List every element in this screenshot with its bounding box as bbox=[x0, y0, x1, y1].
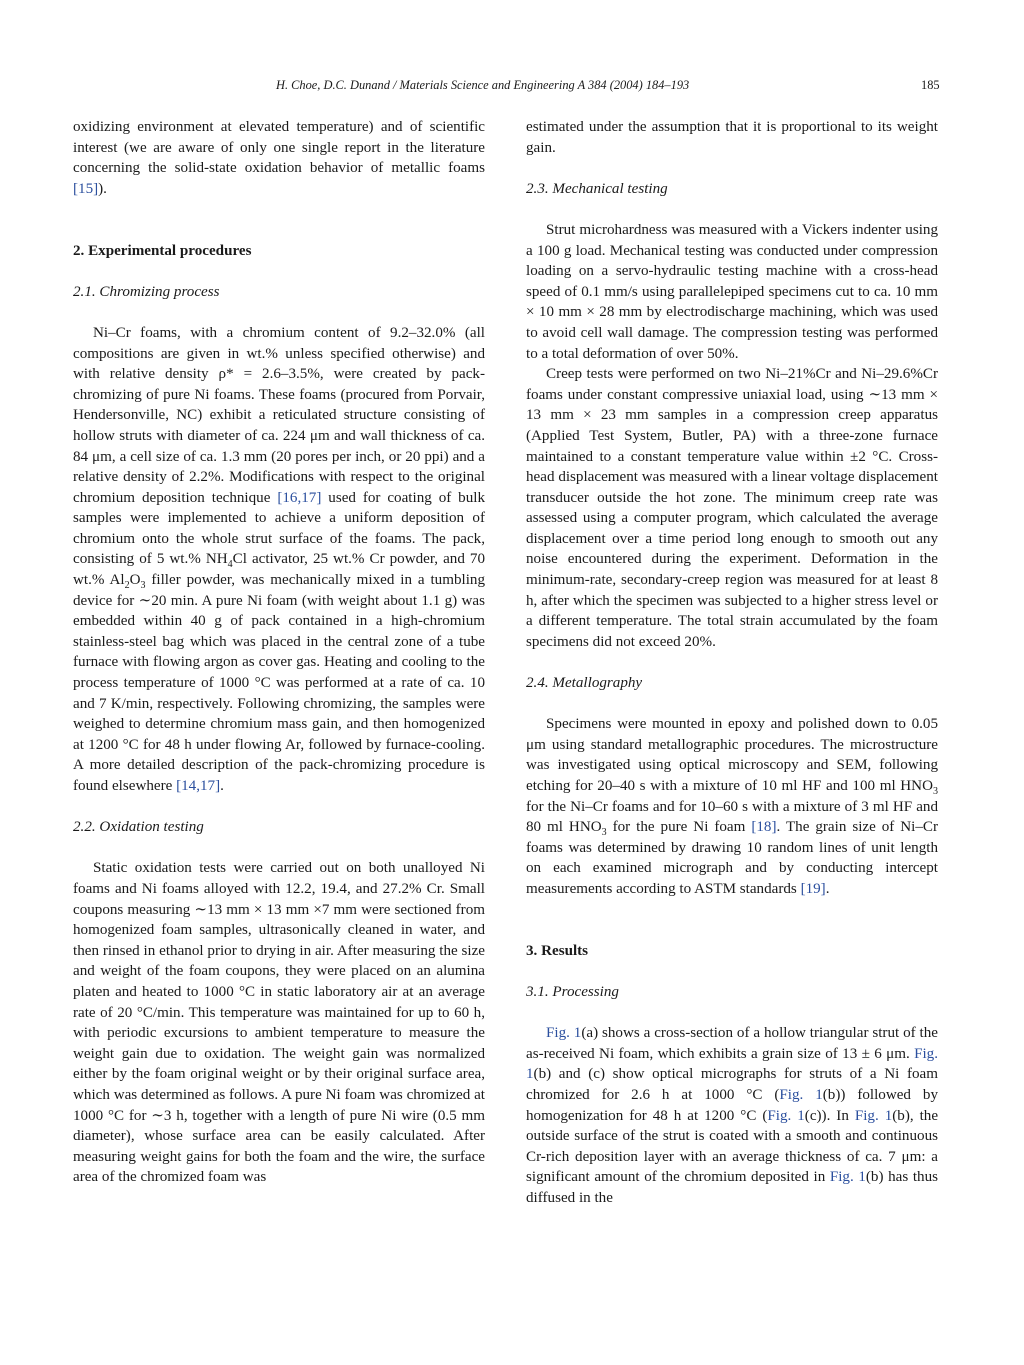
page-number: 185 bbox=[921, 78, 940, 92]
figure-link[interactable]: Fig. 1 bbox=[546, 1025, 582, 1042]
subsection-heading-oxidation: 2.2. Oxidation testing bbox=[73, 819, 204, 836]
citation-link[interactable]: [15] bbox=[73, 180, 99, 197]
citation-link[interactable]: [19] bbox=[800, 880, 826, 897]
paragraph-chromizing: Ni–Cr foams, with a chromium content of 9.2–32.0% (all compositions are given in wt.% unless specified otherwise) and with relative density ρ* = 2.6–3.5%, were created by pack-chromizing of pure Ni foams. These foams (procured from Porvair, Hendersonville, NC) exhibit a reticulated structure consisting of hollow struts with diameter of ca. 224 μm and wall thickness of ca. 84 μm, a cell size of ca. 1.3 mm (20 pores per inch, or 20 ppi) and a relative density of 2.2%. Modifications with respect to the original chromium deposition technique [16,17] used for coating of bulk samples were implemented to achieve a uniform deposition of chromium onto the whole strut surface of the foams. The pack, consisting of 5 wt.% $NH_4Cl$ activator, 25 wt.% Cr powder, and 70 wt.% $Al_2O_3$ filler powder, was mechanically mixed in a tumbling device for ∼20 min. A pure Ni foam (with weight about 1.1 g) was embedded within 40 g of pack contained in a high-chromium stainless-steel bag which was placed in the central zone of a tube furnace with flowing argon as cover gas. Heating and cooling to the process temperature of 1000 °C was performed at a rate of ca. 10 and 7 K/min, respectively. Following chromizing, the samples were weighed to determine chromium mass gain, and then homogenized at 1200 °C for 48 h under flowing Ar, followed by furnace-cooling. A more detailed description of the pack-chromizing procedure is found elsewhere [14,17]. bbox=[73, 324, 486, 794]
figure-link[interactable]: Fig. 1 bbox=[779, 1086, 823, 1103]
right-column bbox=[526, 117, 938, 1208]
subsection-heading-metallography: 2.4. Metallography bbox=[526, 675, 643, 692]
figure-link[interactable]: Fig. 1 bbox=[829, 1169, 866, 1186]
left-column bbox=[73, 117, 485, 1188]
section-heading-experimental: 2. Experimental procedures bbox=[73, 242, 252, 259]
paragraph-continued: estimated under the assumption that it is proportional to its weight gain. bbox=[526, 119, 938, 156]
figure-link[interactable]: Fig. 1 bbox=[767, 1107, 805, 1124]
paragraph-intro-end: oxidizing environment at elevated temperature) and of scientific interest (we are aware of only one single report in the literature concerning the solid-state oxidation behavior of metallic foams [15]). bbox=[73, 119, 485, 197]
figure-link[interactable]: Fig. 1 bbox=[854, 1107, 893, 1124]
subsection-heading-processing: 3.1. Processing bbox=[526, 983, 619, 1000]
subsection-heading-mechanical: 2.3. Mechanical testing bbox=[526, 180, 668, 197]
paragraph-creep: Creep tests were performed on two Ni–21%Cr and Ni–29.6%Cr foams under constant compressive uniaxial load, using ∼13 mm × 13 mm × 23 mm samples in a compression creep apparatus (Applied Test System, Butler, PA) with a three-zone furnace maintained to a constant temperature value within ±2 °C. Cross-head displacement was measured with a linear voltage displacement transducer outside the hot zone. The minimum creep rate was assessed using a computer program, which calculated the average displacement over a time period long enough to smooth out any noise encountered during the experiment. Deformation in the minimum-rate, secondary-creep region was measured for at least 8 h, after which the specimen was subjected to a higher stress level or a different temperature. The total strain accumulated by the foam specimens did not exceed 20%. bbox=[526, 366, 938, 650]
section-heading-results: 3. Results bbox=[526, 942, 589, 959]
running-header bbox=[0, 78, 1024, 98]
subsection-heading-chromizing: 2.1. Chromizing process bbox=[73, 283, 220, 300]
paragraph-mechanical: Strut microhardness was measured with a Vickers indenter using a 100 g load. Mechanical testing was conducted under compression loading on a servo-hydraulic testing machine with a cross-head speed of 0.1 mm/s using parallelepiped specimens cut to ca. 10 mm × 10 mm × 28 mm by electrodischarge machining, which was used to avoid cell wall damage. The compression testing was performed to a total deformation of over 50%. bbox=[526, 221, 938, 362]
citation-link[interactable]: [18] bbox=[751, 819, 777, 836]
citation-link[interactable]: [16,17] bbox=[277, 489, 322, 506]
paragraph-processing: Fig. 1(a) shows a cross-section of a hollow triangular strut of the as-received Ni foam, which exhibits a grain size of 13 ± 6 μm. Fig. 1(b) and (c) show optical micrographs for struts of a Ni foam chromized for 2.6 h at 1000 °C (Fig. 1(b)) followed by homogenization for 48 h at 1200 °C (Fig. 1(c)). In Fig. 1(b), the outside surface of the strut is coated with a smooth and continuous Cr-rich deposition layer with an average thickness of ca. 7 μm: a significant amount of the chromium deposited in Fig. 1(b) has thus diffused in the bbox=[526, 1025, 939, 1206]
journal-running-head: H. Choe, D.C. Dunand / Materials Science and Engineering A 384 (2004) 184–193 bbox=[276, 78, 690, 92]
paragraph-metallography: Specimens were mounted in epoxy and polished down to 0.05 μm using standard metallographic procedures. The microstructure was investigated using optical microscopy and SEM, following etching for 20–40 s with a mixture of 10 ml HF and 100 ml $HNO_3$ for the Ni–Cr foams and for 10–60 s with a mixture of 3 ml HF and 80 ml $HNO_3$ for the pure Ni foam [18]. The grain size of Ni–Cr foams was determined by drawing 10 random lines of unit length on each examined micrograph and by conducting intercept measurements according to ASTM standards [19]. bbox=[526, 716, 939, 897]
paragraph-oxidation: Static oxidation tests were carried out on both unalloyed Ni foams and Ni foams alloyed with 12.2, 19.4, and 27.2% Cr. Small coupons measuring ∼13 mm × 13 mm ×7 mm were sectioned from homogenized foam samples, ultrasonically cleaned in water, and then rinsed in ethanol prior to drying in air. After measuring the size and weight of the foam coupons, they were placed on an alumina platen and heated to 1000 °C in static laboratory air at an average rate of 20 °C/min. This temperature was maintained for up to 60 h, with periodic excursions to ambient temperature to measure the weight gain due to oxidation. The weight gain was normalized either by the foam original weight or by their original surface area, which was determined as follows. A pure Ni foam was chromized at 1000 °C for ∼3 h, together with a length of pure Ni wire (0.5 mm diameter), whose surface area can be easily calculated. After measuring weight gains for both the foam and the wire, the surface area of the chromized foam was bbox=[73, 860, 485, 1186]
citation-link[interactable]: [14,17] bbox=[176, 778, 221, 794]
figure-link[interactable]: Fig. 1 bbox=[526, 1045, 938, 1083]
